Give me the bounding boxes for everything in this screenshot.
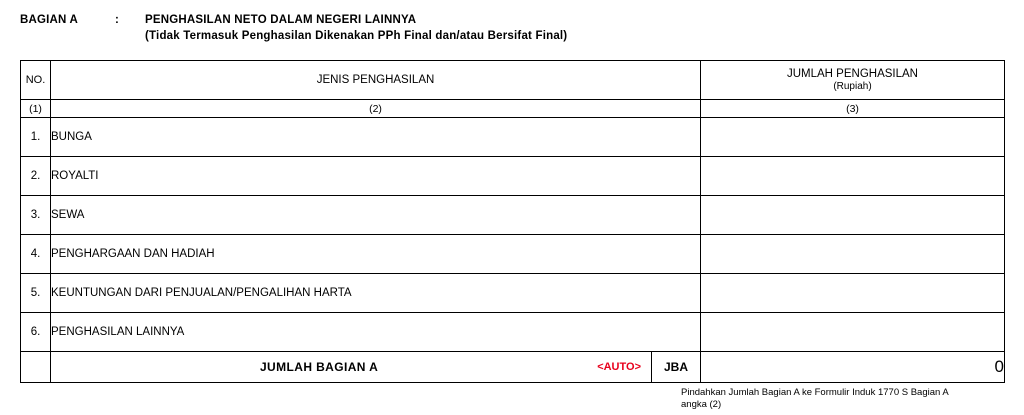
row-income-type: BUNGA <box>51 118 701 157</box>
row-income-type: PENGHARGAAN DAN HADIAH <box>51 235 701 274</box>
section-colon: : <box>115 14 120 26</box>
row-income-type: ROYALTI <box>51 157 701 196</box>
row-number: 4. <box>21 235 51 274</box>
row-income-type: KEUNTUNGAN DARI PENJUALAN/PENGALIHAN HARTA <box>51 274 701 313</box>
row-amount-input[interactable] <box>701 274 1005 313</box>
row-number: 2. <box>21 157 51 196</box>
auto-tag: <AUTO> <box>597 361 641 373</box>
header-cell-no: NO. <box>21 61 51 100</box>
row-income-type: SEWA <box>51 196 701 235</box>
income-table-wrapper <box>20 60 1004 383</box>
table-row <box>21 196 1005 235</box>
row-number: 5. <box>21 274 51 313</box>
column-number-3: (3) <box>701 100 1005 118</box>
row-amount-input[interactable] <box>701 157 1005 196</box>
row-number: 6. <box>21 313 51 352</box>
section-header <box>20 14 1004 42</box>
footnote-line-1: Pindahkan Jumlah Bagian A ke Formulir Induk 1770 S Bagian A <box>681 387 949 398</box>
footnote <box>681 387 1011 412</box>
total-label: JUMLAH BAGIAN A <box>259 360 379 374</box>
column-number-2: (2) <box>51 100 701 118</box>
table-row <box>21 235 1005 274</box>
table-header-row <box>21 61 1005 100</box>
footnote-line-2: angka (2) <box>681 399 722 411</box>
row-amount-input[interactable] <box>701 196 1005 235</box>
row-amount-input[interactable] <box>701 313 1005 352</box>
header-cell-jenis: JENIS PENGHASILAN <box>51 61 701 100</box>
section-label: BAGIAN A <box>20 14 79 26</box>
header-jumlah-sub: (Rupiah) <box>833 80 872 92</box>
header-cell-jumlah <box>701 61 1005 100</box>
column-number-1: (1) <box>21 100 51 118</box>
section-header-row <box>20 14 1004 26</box>
table-column-number-row <box>21 100 1005 118</box>
table-row <box>21 118 1005 157</box>
total-inner <box>51 352 700 382</box>
table-row <box>21 157 1005 196</box>
row-number: 3. <box>21 196 51 235</box>
row-amount-input[interactable] <box>701 235 1005 274</box>
header-jumlah-main: JUMLAH PENGHASILAN <box>786 67 918 80</box>
total-label-cell <box>51 352 701 383</box>
total-amount: 0 <box>701 352 1005 383</box>
table-row <box>21 274 1005 313</box>
income-table <box>20 60 1005 383</box>
total-row <box>21 352 1005 383</box>
total-row-spacer <box>21 352 51 383</box>
total-code-box: JBA <box>651 352 700 382</box>
section-title: PENGHASILAN NETO DALAM NEGERI LAINNYA <box>145 14 417 26</box>
table-row <box>21 313 1005 352</box>
row-income-type: PENGHASILAN LAINNYA <box>51 313 701 352</box>
row-number: 1. <box>21 118 51 157</box>
section-subtitle: (Tidak Termasuk Penghasilan Dikenakan PPh Final dan/atau Bersifat Final) <box>145 30 568 42</box>
row-amount-input[interactable] <box>701 118 1005 157</box>
